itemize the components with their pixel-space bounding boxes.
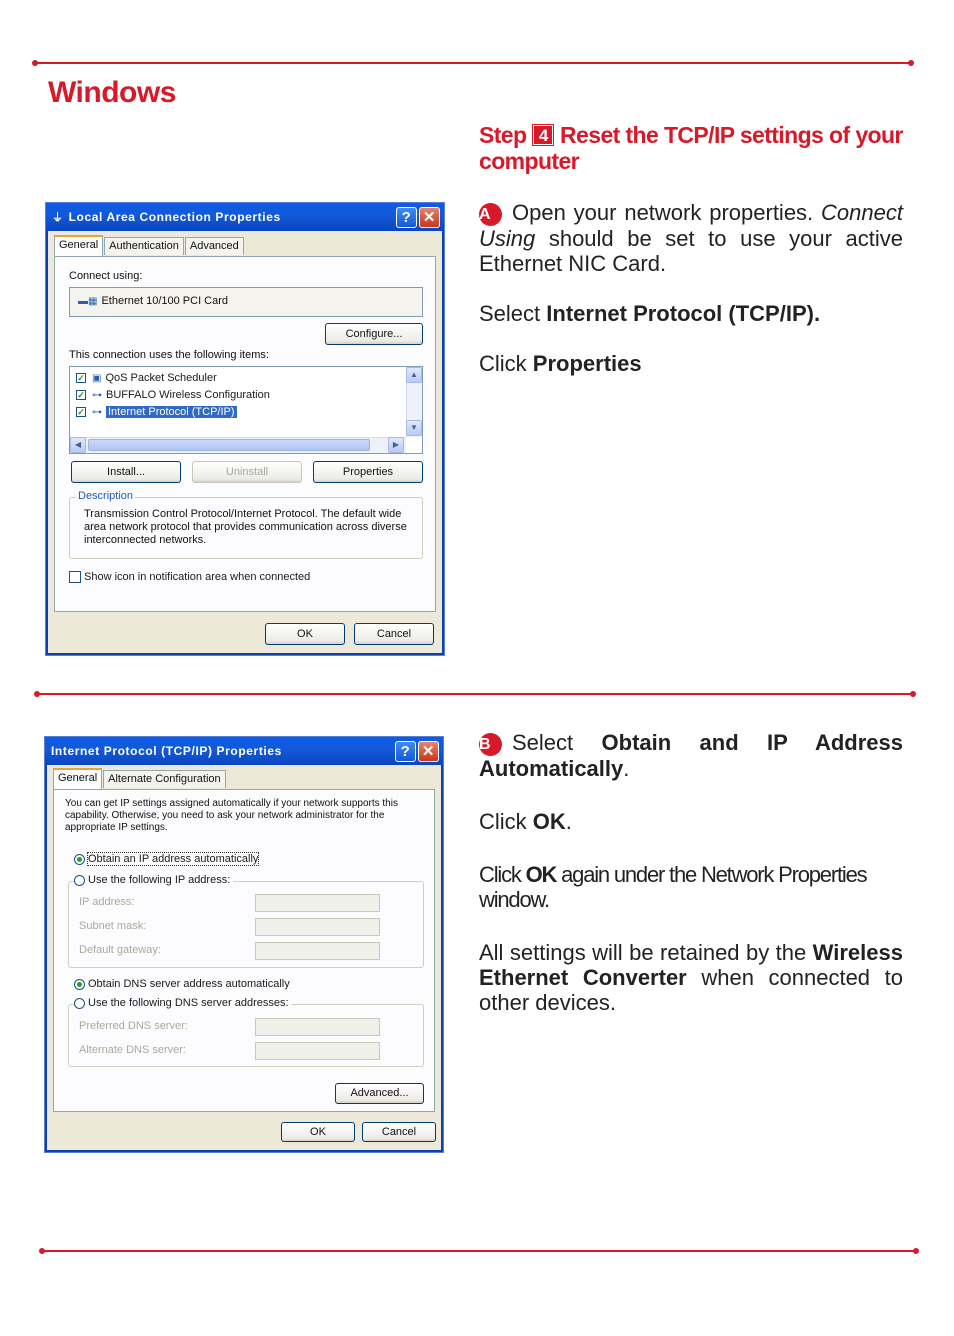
qos-icon: ▣ <box>92 372 102 384</box>
vertical-scrollbar[interactable] <box>406 367 422 437</box>
tab-general[interactable]: General <box>54 235 103 256</box>
step-title: Reset the TCP/IP settings of your computer <box>479 122 903 174</box>
dialog1-tabs <box>54 237 245 256</box>
scroll-down-icon[interactable]: ▼ <box>406 420 422 436</box>
instruction-b-retained: All settings will be retained by the Wireless Ethernet Converter when connected to other devices. <box>479 940 903 1015</box>
use-dns-label: Use the following DNS server addresses: <box>88 997 289 1009</box>
dialog1-title: Local Area Connection Properties <box>68 210 281 224</box>
default-gateway-label: Default gateway: <box>79 944 161 956</box>
list-item-qos[interactable]: ✓ ▣ QoS Packet Scheduler <box>77 372 217 384</box>
components-list <box>69 366 423 454</box>
protocol-icon: ⊶ <box>92 406 102 418</box>
marker-a-icon: A <box>479 203 502 226</box>
use-ip-label: Use the following IP address: <box>88 874 231 886</box>
nic-card-icon: ▬▦ <box>78 296 98 307</box>
tab-alternate-configuration[interactable]: Alternate Configuration <box>103 770 226 788</box>
configure-button[interactable]: Configure... <box>325 323 423 345</box>
uninstall-button[interactable]: Uninstall <box>192 461 302 483</box>
protocol-icon: ⊶ <box>92 389 102 401</box>
advanced-button[interactable]: Advanced... <box>335 1083 424 1104</box>
use-ip-radio[interactable] <box>74 875 85 886</box>
preferred-dns-field[interactable] <box>255 1018 380 1036</box>
description-title: Description <box>78 490 134 502</box>
help-button[interactable]: ? <box>396 207 417 228</box>
dialog2-title: Internet Protocol (TCP/IP) Properties <box>51 744 282 758</box>
instruction-b-click-ok-again: Click OK again under the Network Properties window. <box>479 862 867 912</box>
section-title: Windows <box>48 76 176 109</box>
preferred-dns-label: Preferred DNS server: <box>79 1020 188 1032</box>
description-group <box>69 490 423 559</box>
dialog2-titlebar[interactable] <box>45 737 443 765</box>
tcpip-checkbox[interactable]: ✓ <box>77 407 85 417</box>
ip-address-group <box>68 874 424 968</box>
step-heading <box>479 122 909 174</box>
scroll-left-icon[interactable]: ◀ <box>70 437 86 453</box>
obtain-dns-radio[interactable] <box>74 979 85 990</box>
dialog2-ok-button[interactable]: OK <box>281 1122 355 1142</box>
intro-text: You can get IP settings assigned automatically if your network supports this capability. Otherwise, you need to ask your network administrator for the appropriate IP settings. <box>65 798 398 833</box>
close-button[interactable]: ✕ <box>418 741 439 762</box>
marker-b-icon: B <box>479 733 502 756</box>
close-button[interactable]: ✕ <box>419 207 440 228</box>
scroll-up-icon[interactable]: ▲ <box>406 367 422 383</box>
obtain-ip-radio[interactable] <box>74 854 85 865</box>
qos-checkbox[interactable]: ✓ <box>77 373 85 383</box>
connect-using-label: Connect using: <box>69 270 143 282</box>
top-divider <box>35 62 911 64</box>
tab-general[interactable]: General <box>53 768 102 789</box>
dialog2-tabs <box>53 770 227 789</box>
tab-advanced[interactable]: Advanced <box>185 237 244 255</box>
adapter-field <box>69 287 423 317</box>
properties-button[interactable]: Properties <box>313 461 423 483</box>
bottom-divider <box>42 1250 916 1252</box>
instruction-a-select: Select Internet Protocol (TCP/IP). <box>479 301 821 326</box>
items-label: This connection uses the following items: <box>69 349 269 361</box>
show-icon-option[interactable] <box>69 571 310 583</box>
dialog1-general-panel <box>54 256 436 612</box>
list-item-tcpip[interactable]: ✓ ⊶ Internet Protocol (TCP/IP) <box>77 406 235 418</box>
instructions-a <box>479 200 903 401</box>
obtain-dns-label: Obtain DNS server address automatically <box>88 978 290 990</box>
tcpip-properties-dialog <box>45 737 443 1152</box>
local-area-connection-dialog <box>46 203 444 655</box>
subnet-mask-label: Subnet mask: <box>79 920 147 932</box>
adapter-name: Ethernet 10/100 PCI Card <box>101 295 229 307</box>
dialog1-titlebar[interactable] <box>46 203 444 231</box>
ip-address-label: IP address: <box>79 896 135 908</box>
instruction-b-click-ok: Click OK. <box>479 809 572 834</box>
step-number-badge: 4 <box>532 124 554 146</box>
subnet-mask-field[interactable] <box>255 918 380 936</box>
scroll-right-icon[interactable]: ▶ <box>388 437 404 453</box>
install-button[interactable]: Install... <box>71 461 181 483</box>
instructions-b <box>479 730 903 1040</box>
dialog1-ok-button[interactable]: OK <box>265 623 345 645</box>
description-text: Transmission Control Protocol/Internet Protocol. The default wide area network protocol that provides communication across diverse interconnected networks. <box>84 508 407 546</box>
dns-server-group <box>68 997 424 1067</box>
alternate-dns-label: Alternate DNS server: <box>79 1044 186 1056</box>
instruction-a-open: A Open your network properties. Connect Using should be set to use your active Ethernet NIC Card. <box>479 200 903 276</box>
show-icon-label: Show icon in notification area when connected <box>84 571 311 583</box>
obtain-ip-option[interactable] <box>74 853 258 865</box>
dialog1-cancel-button[interactable]: Cancel <box>354 623 434 645</box>
obtain-dns-option[interactable] <box>74 978 290 990</box>
ip-address-field[interactable] <box>255 894 380 912</box>
instruction-a-click: Click Properties <box>479 351 642 376</box>
middle-divider <box>37 693 913 695</box>
alternate-dns-field[interactable] <box>255 1042 380 1060</box>
use-ip-option[interactable] <box>74 874 233 886</box>
help-button[interactable]: ? <box>395 741 416 762</box>
use-dns-radio[interactable] <box>74 998 85 1009</box>
horizontal-scroll-thumb[interactable] <box>88 439 370 451</box>
obtain-ip-label: Obtain an IP address automatically <box>88 853 259 865</box>
dialog2-cancel-button[interactable]: Cancel <box>362 1122 436 1142</box>
default-gateway-field[interactable] <box>255 942 380 960</box>
adapter-row <box>78 295 228 307</box>
list-item-buffalo[interactable]: ✓ ⊶ BUFFALO Wireless Configuration <box>77 389 270 401</box>
use-dns-option[interactable] <box>74 997 292 1009</box>
buffalo-checkbox[interactable]: ✓ <box>77 390 85 400</box>
tab-authentication[interactable]: Authentication <box>104 237 184 255</box>
connect-using-term: Connect Using <box>479 200 903 251</box>
instruction-b-select: B Select Obtain and IP Address Automatically. <box>479 730 903 781</box>
step-label: Step <box>479 122 527 148</box>
network-connection-icon: ⏚ <box>52 212 64 224</box>
dialog2-general-panel <box>53 789 435 1112</box>
horizontal-scrollbar[interactable] <box>70 437 406 453</box>
show-icon-checkbox[interactable] <box>69 571 81 583</box>
